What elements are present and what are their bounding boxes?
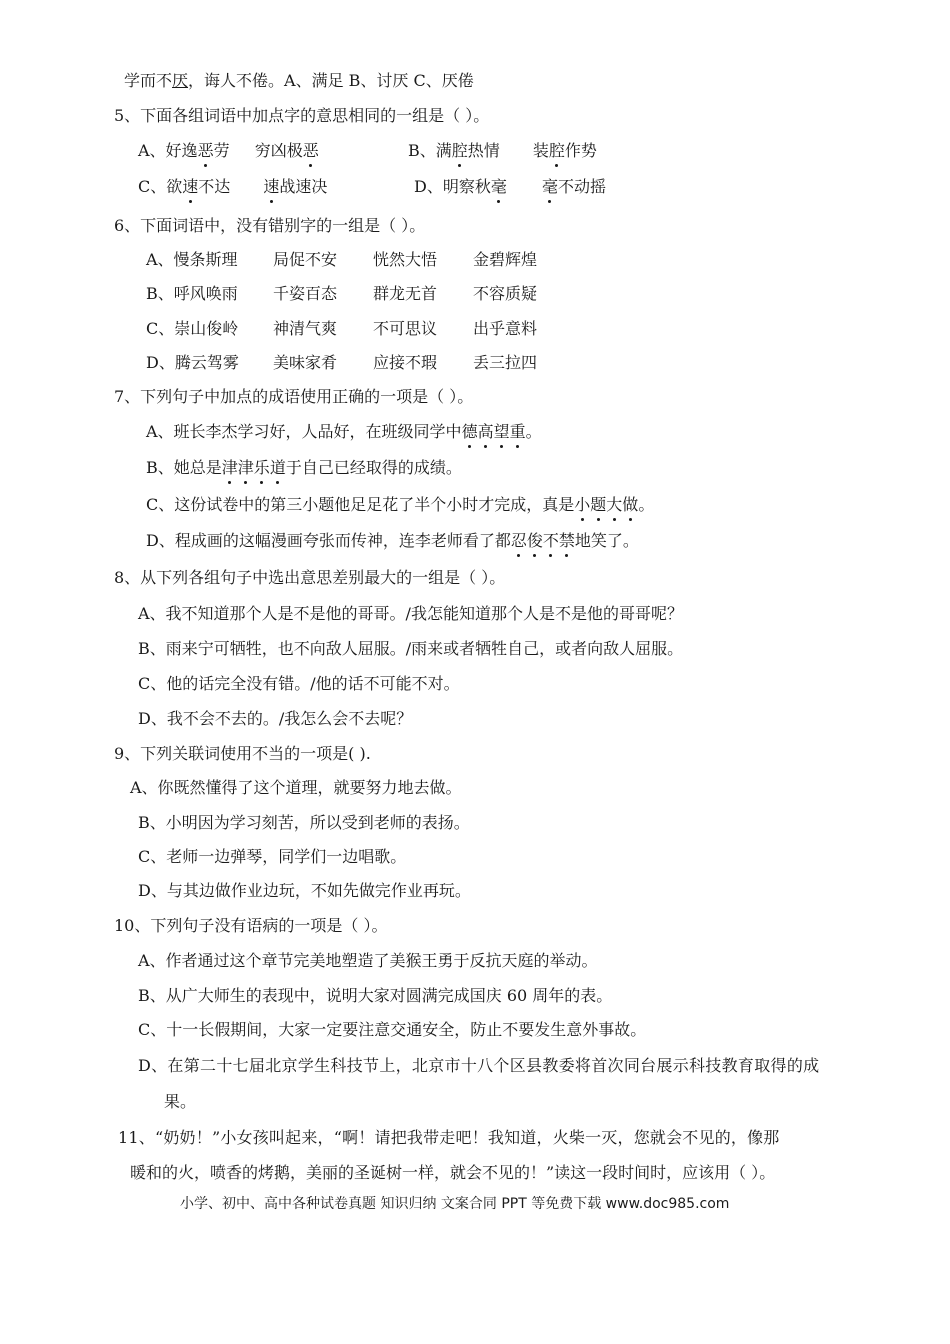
q6-row-c <box>146 318 537 340</box>
q7-d-idiom-char: 忍 <box>510 531 527 550</box>
q5-d-dotted-char: 毫 <box>490 177 507 196</box>
q6-c-word4: 出乎意料 <box>473 319 538 338</box>
q5-b-word2-dotted: 腔 <box>548 141 565 160</box>
q5-c-word2-dotted: 速 <box>263 177 280 196</box>
q5-b-rest: 热情 <box>467 141 500 160</box>
q7-c-idiom-char: 做 <box>622 495 639 514</box>
q7-a-post: 。 <box>525 422 542 441</box>
q5-a-dotted-char: 恶 <box>197 141 214 160</box>
q5-b-word2: 装 <box>532 141 549 160</box>
q10-stem: 10、下列句子没有语病的一项是（ ）。 <box>114 916 388 935</box>
q5-a-label: A、好逸 <box>138 141 198 160</box>
q5-d-word2-rest: 不动摇 <box>557 177 606 196</box>
q8-option-b: B、雨来宁可牺牲，也不向敌人屈服。/雨来或者牺牲自己，或者向敌人屈服。 <box>138 639 684 658</box>
q9-option-d: D、与其边做作业边玩，不如先做完作业再玩。 <box>138 881 471 900</box>
q10-option-b: B、从广大师生的表现中，说明大家对圆满完成国庆 60 周年的表。 <box>138 986 613 1005</box>
q10-option-c: C、十一长假期间，大家一定要注意交通安全，防止不要发生意外事故。 <box>138 1020 647 1039</box>
q7-d-post: 地笑了。 <box>574 531 639 550</box>
q5-c-dotted-char: 速 <box>182 177 199 196</box>
q7-b-idiom-char: 乐 <box>253 458 270 477</box>
q6-row-a <box>146 249 537 271</box>
q10-option-a: A、作者通过这个章节完美地塑造了美猴王勇于反抗天庭的举动。 <box>138 951 598 970</box>
q6-b-word1: B、呼风唤雨 <box>146 284 238 303</box>
q7-stem: 7、下列句子中加点的成语使用正确的一项是（ ）。 <box>114 387 474 406</box>
q8-option-d: D、我不会不去的。/我怎么会不去呢？ <box>138 709 413 728</box>
q6-d-word2: 美味家肴 <box>273 353 338 372</box>
q7-d-idiom-char: 不 <box>542 531 559 550</box>
q5-c-word2-rest: 战速决 <box>279 177 328 196</box>
q7-c-idiom-char: 小 <box>574 495 591 514</box>
q5-option-b <box>408 140 597 162</box>
q7-b-idiom-char: 道 <box>269 458 286 477</box>
q7-c-idiom-char: 题 <box>590 495 607 514</box>
q7-a-idiom-char: 重 <box>509 422 526 441</box>
q8-option-a: A、我不知道那个人是不是他的哥哥。/我怎能知道那个人是不是他的哥哥呢？ <box>138 604 683 623</box>
q6-a-word4: 金碧辉煌 <box>473 250 538 269</box>
q7-b-idiom-char: 津 <box>237 458 254 477</box>
q7-a-idiom-char: 高 <box>477 422 494 441</box>
q5-a-word2-dotted: 恶 <box>302 141 319 160</box>
q7-option-b <box>146 457 462 479</box>
q5-b-label: B、满 <box>408 141 452 160</box>
q6-b-word4: 不容质疑 <box>473 284 538 303</box>
q7-d-idiom-char: 禁 <box>558 531 575 550</box>
q9-option-c: C、老师一边弹琴，同学们一边唱歌。 <box>138 847 407 866</box>
q5-option-c <box>138 176 327 198</box>
q7-c-idiom-char: 大 <box>606 495 623 514</box>
q8-option-c: C、他的话完全没有错。/他的话不可能不对。 <box>138 674 460 693</box>
q5-a-word2: 穷凶极 <box>254 141 303 160</box>
q6-b-word3: 群龙无首 <box>373 284 438 303</box>
q7-b-pre: B、她总是 <box>146 458 222 477</box>
q6-a-word3: 恍然大悟 <box>373 250 438 269</box>
q5-a-rest: 劳 <box>213 141 230 160</box>
q6-c-word2: 神清气爽 <box>273 319 338 338</box>
q10-option-d-cont: 果。 <box>164 1092 197 1111</box>
q5-d-word2-dotted: 毫 <box>541 177 558 196</box>
q6-row-d <box>146 352 537 374</box>
page-footer: 小学、初中、高中各种试卷真题 知识归纳 文案合同 PPT 等免费下载 www.doc985.com <box>180 1196 730 1212</box>
q5-option-a <box>138 140 319 162</box>
q7-option-c <box>146 494 654 516</box>
q4-text-pre: 学而不 <box>124 71 173 90</box>
q4-underlined-char: 厌 <box>172 71 189 90</box>
q9-option-b: B、小明因为学习刻苦，所以受到老师的表扬。 <box>138 813 470 832</box>
q4-text-post: ，诲人不倦。A、满足 B、讨厌 C、厌倦 <box>188 71 474 90</box>
q7-d-pre: D、程成画的这幅漫画夸张而传神，连李老师看了都 <box>146 531 511 550</box>
q6-d-word4: 丢三拉四 <box>473 353 538 372</box>
q5-d-label: D、明察秋 <box>414 177 491 196</box>
q11-line-2: 暖和的火，喷香的烤鹅，美丽的圣诞树一样，就会不见的！”读这一段时间时，应该用（ ）。 <box>130 1163 776 1182</box>
q5-c-rest: 不达 <box>198 177 231 196</box>
q7-b-post: 于自己已经取得的成绩。 <box>285 458 462 477</box>
q7-a-idiom-char: 望 <box>493 422 510 441</box>
q7-c-post: 。 <box>638 495 655 514</box>
q8-stem: 8、从下列各组句子中选出意思差别最大的一组是（ ）。 <box>114 568 506 587</box>
q7-option-d <box>146 530 639 552</box>
q4-options-line <box>124 70 474 92</box>
q7-a-idiom-char: 德 <box>461 422 478 441</box>
q5-b-dotted-char: 腔 <box>451 141 468 160</box>
q6-stem: 6、下面词语中，没有错别字的一组是（ ）。 <box>114 216 426 235</box>
q6-d-word1: D、腾云驾雾 <box>146 353 239 372</box>
q7-option-a <box>146 421 542 443</box>
q6-c-word3: 不可思议 <box>373 319 438 338</box>
q11-line-1: 11、“奶奶！”小女孩叫起来，“啊！请把我带走吧！我知道，火柴一灭，您就会不见的，像那 <box>118 1128 780 1147</box>
q6-c-word1: C、崇山俊岭 <box>146 319 239 338</box>
q10-option-d: D、在第二十七届北京学生科技节上，北京市十八个区县教委将首次同台展示科技教育取得的成 <box>138 1056 820 1075</box>
q5-option-d <box>414 176 606 198</box>
q7-d-idiom-char: 俊 <box>526 531 543 550</box>
q5-stem: 5、下面各组词语中加点字的意思相同的一组是（ ）。 <box>114 106 490 125</box>
q6-a-word1: A、慢条斯理 <box>146 250 238 269</box>
q9-stem: 9、下列关联词使用不当的一项是( ). <box>114 744 371 763</box>
q6-row-b <box>146 283 537 305</box>
q6-a-word2: 局促不安 <box>273 250 338 269</box>
q7-a-pre: A、班长李杰学习好，人品好，在班级同学中 <box>146 422 462 441</box>
q7-c-pre: C、这份试卷中的第三小题他足足花了半个小时才完成，真是 <box>146 495 575 514</box>
q7-b-idiom-char: 津 <box>221 458 238 477</box>
q9-option-a: A、你既然懂得了这个道理，就要努力地去做。 <box>130 778 462 797</box>
q6-d-word3: 应接不瑕 <box>373 353 438 372</box>
q5-b-word2-rest: 作势 <box>564 141 597 160</box>
q5-c-label: C、欲 <box>138 177 183 196</box>
q6-b-word2: 千姿百态 <box>273 284 338 303</box>
